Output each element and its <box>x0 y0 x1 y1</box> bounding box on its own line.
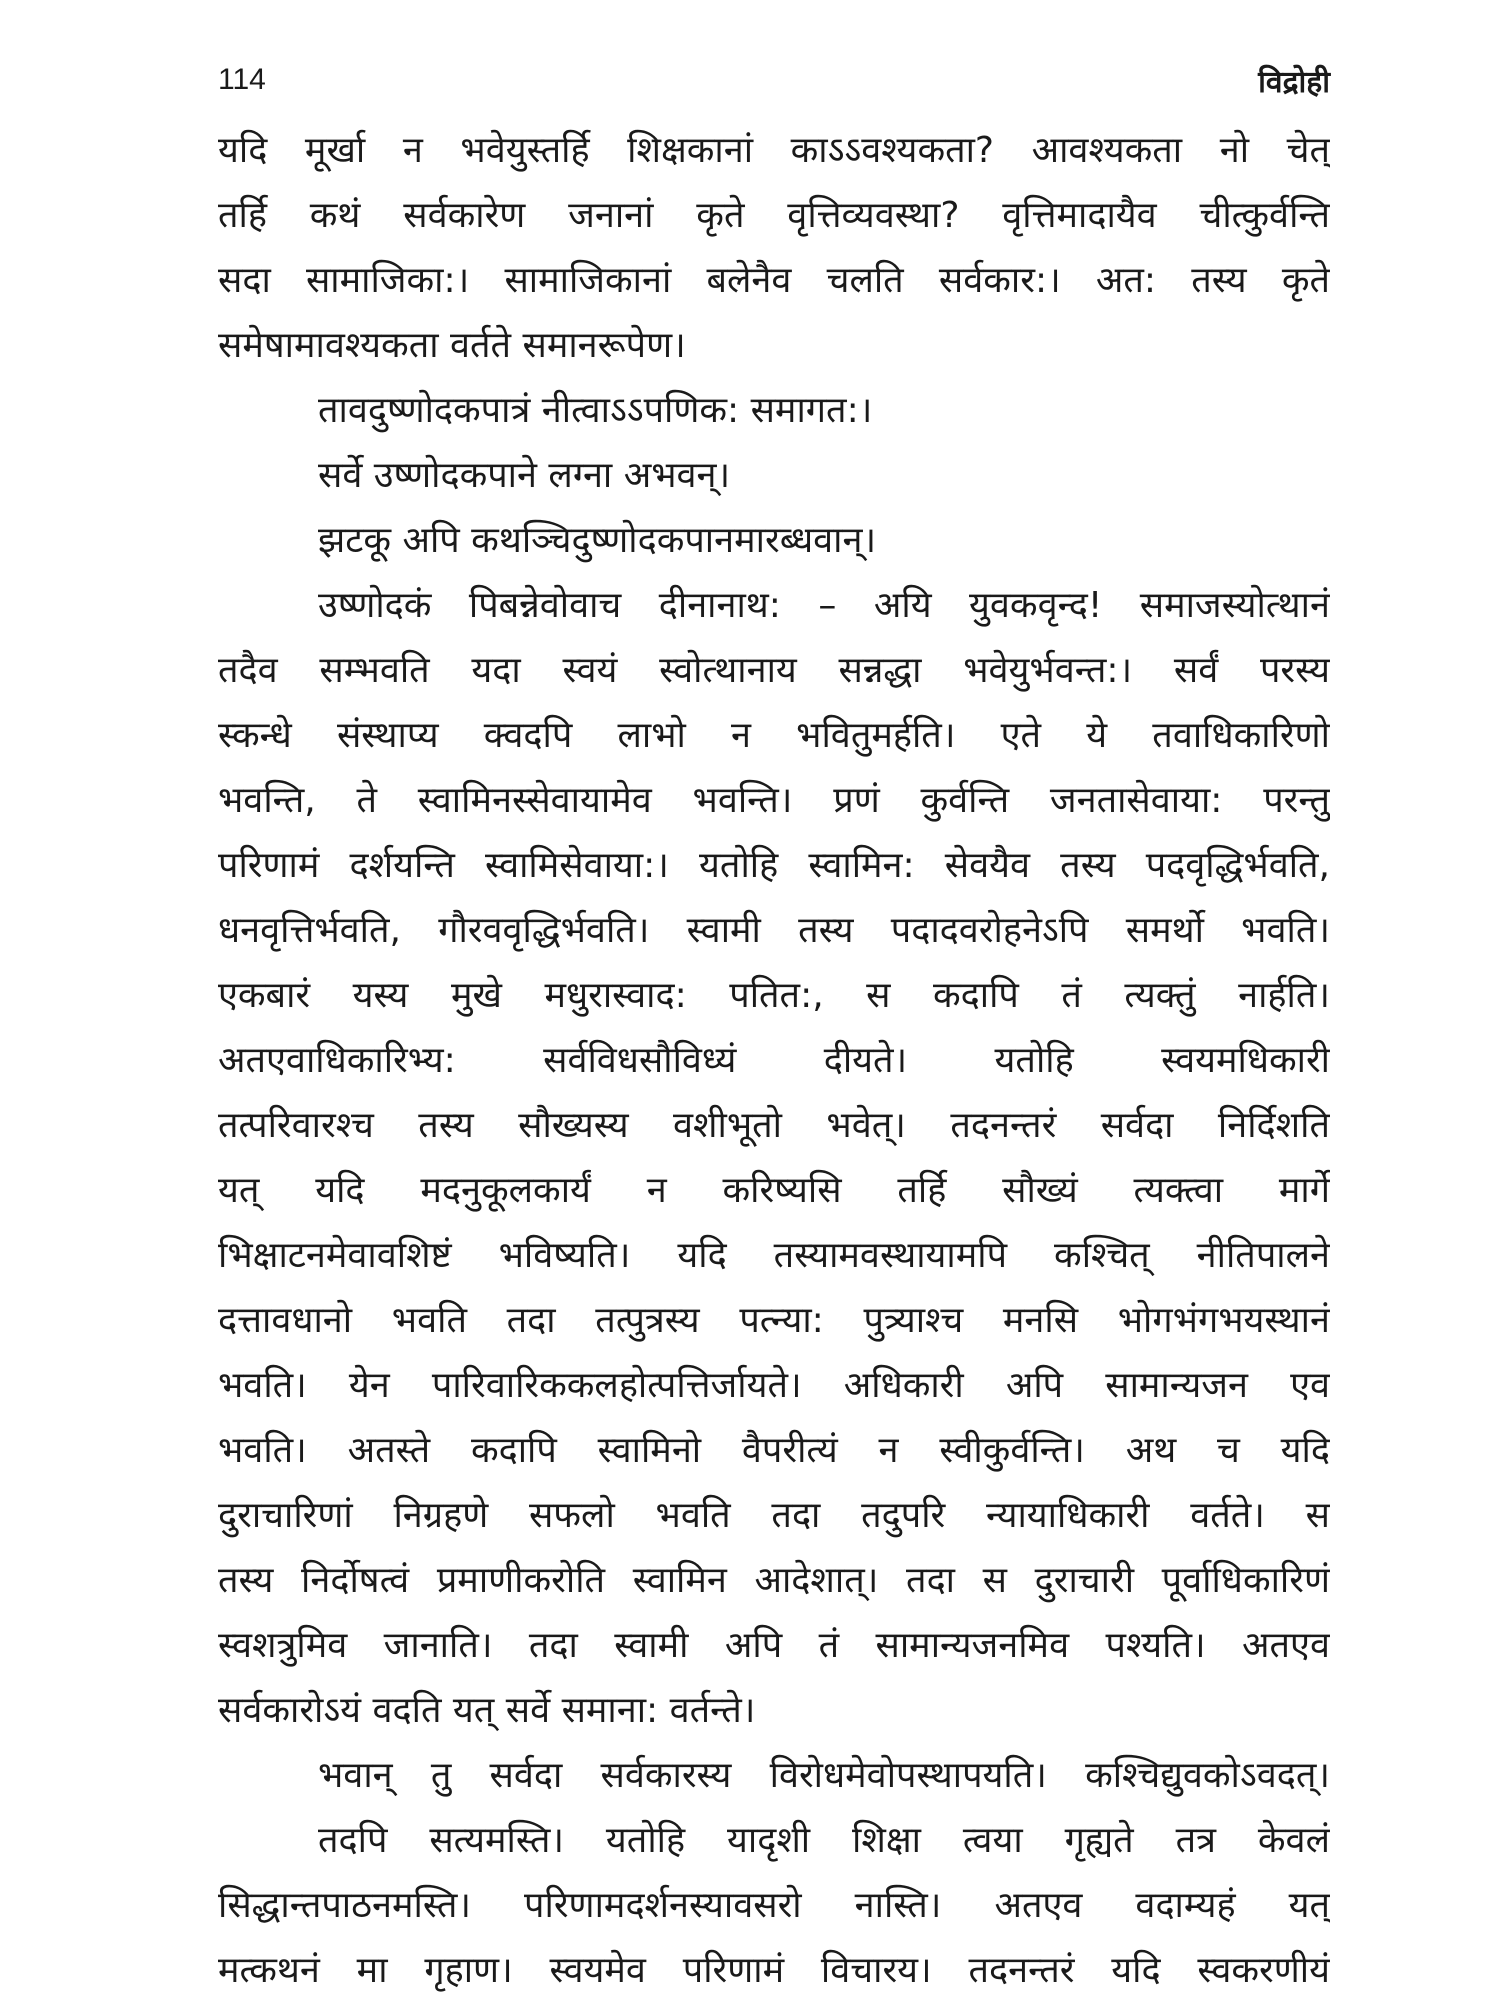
text-line: सिद्धान्तपाठनमस्ति। परिणामदर्शनस्यावसरो नास्ति। अतएव वदाम्यहं यत् <box>218 1885 1330 1926</box>
text-line: मत्कथनं मा गृहाण। स्वयमेव परिणामं विचारय। तदनन्तरं यदि स्वकरणीयं <box>218 1950 1330 1991</box>
text-line: सर्वकारोऽयं वदति यत् सर्वे समाना: वर्तन्ते। <box>218 1690 756 1731</box>
text-line: तर्हि कथं सर्वकारेण जनानां कृते वृत्तिव्यवस्था? वृत्तिमादायैव चीत्कुर्वन्ति <box>218 195 1330 236</box>
text-line: तस्य निर्दोषत्वं प्रमाणीकरोति स्वामिन आदेशात्। तदा स दुराचारी पूर्वाधिकारिणं <box>218 1560 1330 1601</box>
text-line: भवति। अतस्ते कदापि स्वामिनो वैपरीत्यं न स्वीकुर्वन्ति। अथ च यदि <box>218 1430 1330 1471</box>
text-line: एकबारं यस्य मुखे मधुरास्वाद: पतित:, स कदापि तं त्यक्तुं नार्हति। <box>218 975 1330 1016</box>
text-line: दुराचारिणां निग्रहणे सफलो भवति तदा तदुपरि न्यायाधिकारी वर्तते। स <box>218 1495 1330 1536</box>
text-line: स्कन्धे संस्थाप्य क्वदपि लाभो न भवितुमर्हति। एते ये तवाधिकारिणो <box>218 715 1330 756</box>
text-line: स्वशत्रुमिव जानाति। तदा स्वामी अपि तं सामान्यजनमिव पश्यति। अतएव <box>218 1625 1330 1666</box>
body-text <box>218 118 1330 2003</box>
text-line: समेषामावश्यकता वर्तते समानरूपेण। <box>218 325 686 366</box>
text-line: भिक्षाटनमेवावशिष्टं भविष्यति। यदि तस्यामवस्थायामपि कश्चित् नीतिपालने <box>218 1235 1330 1276</box>
text-line: अतएवाधिकारिभ्य: सर्वविधसौविध्यं दीयते। यतोहि स्वयमधिकारी <box>218 1040 1330 1081</box>
text-line: भवन्ति, ते स्वामिनस्सेवायामेव भवन्ति। प्रणं कुर्वन्ति जनतासेवाया: परन्तु <box>218 780 1330 821</box>
text-line: धनवृत्तिर्भवति, गौरववृद्धिर्भवति। स्वामी तस्य पदादवरोहनेऽपि समर्थो भवति। <box>218 910 1330 951</box>
text-line: उष्णोदकं पिबन्नेवोवाच दीनानाथ: – अयि युवकवृन्द! समाजस्योत्थानं <box>318 585 1330 626</box>
text-line: भवति। येन पारिवारिककलहोत्पत्तिर्जायते। अधिकारी अपि सामान्यजन एव <box>218 1365 1330 1406</box>
text-line: दत्तावधानो भवति तदा तत्पुत्रस्य पत्न्या: पुत्र्याश्च मनसि भोगभंगभयस्थानं <box>218 1300 1330 1341</box>
text-line: सर्वे उष्णोदकपाने लग्ना अभवन्। <box>318 455 731 496</box>
running-title: विद्रोही <box>1258 64 1330 100</box>
text-line: सदा सामाजिका:। सामाजिकानां बलेनैव चलति सर्वकार:। अत: तस्य कृते <box>218 260 1330 301</box>
page-number: 114 <box>218 63 266 96</box>
text-line: यदि मूर्खा न भवेयुस्तर्हि शिक्षकानां काऽऽवश्यकता? आवश्यकता नो चेत् <box>218 130 1330 171</box>
text-line: भवान् तु सर्वदा सर्वकारस्य विरोधमेवोपस्थापयति। कश्चिद्युवकोऽवदत्। <box>318 1755 1330 1796</box>
text-line: तदैव सम्भवति यदा स्वयं स्वोत्थानाय सन्नद्धा भवेयुर्भवन्त:। सर्वं परस्य <box>218 650 1330 691</box>
text-line: झटकू अपि कथञ्चिदुष्णोदकपानमारब्धवान्। <box>318 520 877 561</box>
text-line: तदपि सत्यमस्ति। यतोहि यादृशी शिक्षा त्वया गृह्यते तत्र केवलं <box>318 1820 1330 1861</box>
page-header <box>218 58 1330 102</box>
text-line: तत्परिवारश्च तस्य सौख्यस्य वशीभूतो भवेत्। तदनन्तरं सर्वदा निर्दिशति <box>218 1105 1330 1146</box>
text-line: परिणामं दर्शयन्ति स्वामिसेवाया:। यतोहि स्वामिन: सेवयैव तस्य पदवृद्धिर्भवति, <box>218 845 1330 886</box>
text-line: तावदुष्णोदकपात्रं नीत्वाऽऽपणिक: समागत:। <box>318 390 873 431</box>
text-line: यत् यदि मदनुकूलकार्यं न करिष्यसि तर्हि सौख्यं त्यक्त्वा मार्गे <box>218 1170 1330 1211</box>
